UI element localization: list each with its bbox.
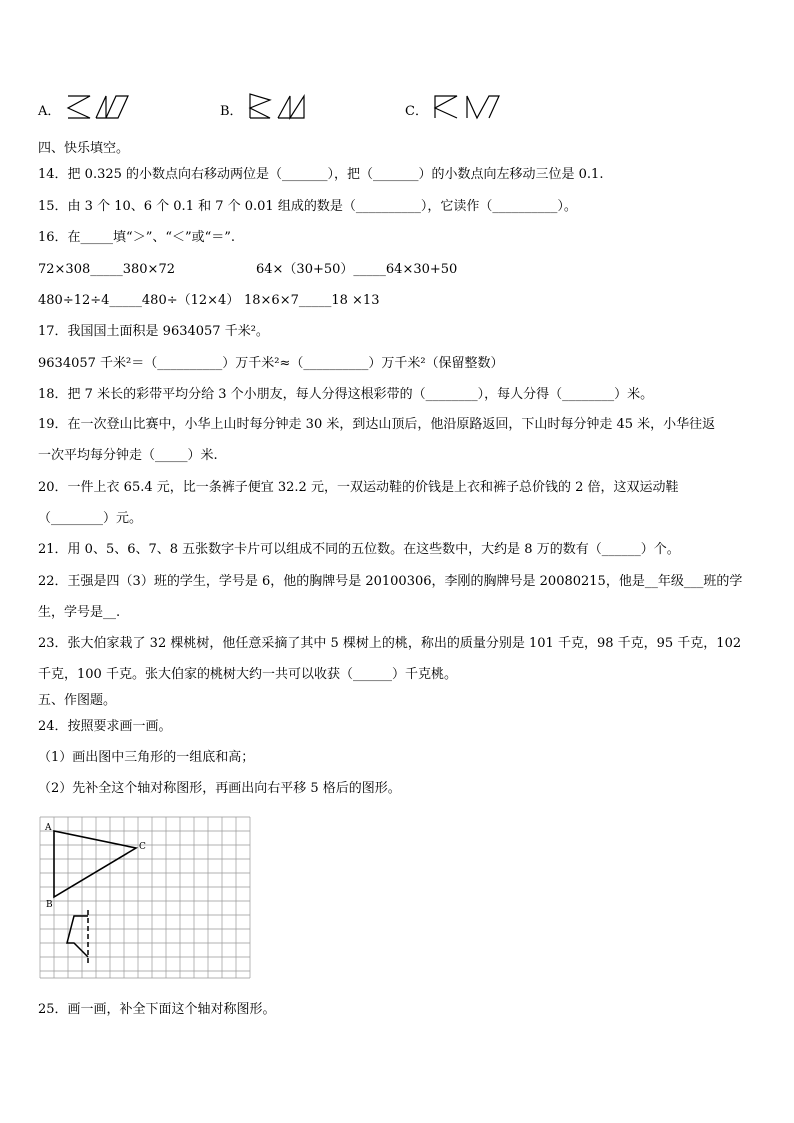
question-22-line2: 生，学号是__.	[38, 605, 121, 620]
question-16-row2-right: 18×6×7_____18 ×13	[244, 293, 380, 308]
question-20-line2: （________）元。	[38, 511, 143, 526]
option-a[interactable]	[38, 92, 148, 120]
option-b-figure	[242, 92, 322, 120]
question-15: 15．由 3 个 10、6 个 0.1 和 7 个 0.01 组成的数是（__________），它读作（__________）。	[38, 199, 577, 214]
section-4-title: 四、快乐填空。	[38, 141, 130, 156]
label-c: C	[139, 842, 146, 852]
question-17-sub: 9634057 千米²＝（__________）万千米²≈（__________）万千米²（保留整数）	[38, 356, 504, 371]
question-21: 21．用 0、5、6、7、8 五张数字卡片可以组成不同的五位数。在这些数中，大约是 8 万的数有（______）个。	[38, 542, 680, 557]
question-16-row2-left: 480÷12÷4_____480÷（12×4）	[38, 293, 240, 308]
option-b-label: B．	[220, 104, 243, 119]
question-24-sub1: （1）画出图中三角形的一组底和高；	[38, 750, 255, 765]
half-shape	[67, 916, 88, 957]
question-23-line2: 千克，100 千克。张大伯家的桃树大约一共可以收获（______）千克桃。	[38, 667, 457, 682]
question-14: 14．把 0.325 的小数点向右移动两位是（_______），把（_______）的小数点向左移动三位是 0.1.	[38, 167, 604, 182]
option-c-label: C．	[405, 104, 428, 119]
question-16: 16．在_____填“＞”、“＜”或“＝”.	[38, 230, 236, 245]
option-c-figure	[427, 92, 507, 120]
section-5-title: 五、作图题。	[38, 693, 117, 708]
question-24-sub2: （2）先补全这个轴对称图形，再画出向右平移 5 格后的图形。	[38, 781, 401, 796]
question-23-line1: 23．张大伯家栽了 32 棵桃树，他任意采摘了其中 5 棵树上的桃，称出的质量分别是 101 千克，98 千克，95 千克，102	[38, 636, 742, 651]
option-a-label: A．	[38, 104, 61, 119]
question-25: 25．画一画，补全下面这个轴对称图形。	[38, 1002, 276, 1017]
question-17: 17．我国国土面积是 9634057 千米²。	[38, 324, 269, 339]
option-b[interactable]	[220, 92, 330, 120]
label-a: A	[45, 823, 52, 833]
grid-svg	[38, 815, 258, 985]
question-22-line1: 22．王强是四（3）班的学生，学号是 6，他的胸牌号是 20100306，李刚的胸牌号是 20080215，他是__年级___班的学	[38, 574, 743, 589]
label-b: B	[46, 900, 53, 910]
question-16-row1-left: 72×308_____380×72	[38, 262, 175, 277]
grid-figure[interactable]	[38, 815, 258, 985]
option-a-figure	[60, 92, 140, 120]
option-c[interactable]	[405, 92, 515, 120]
question-19-line2: 一次平均每分钟走（_____）米.	[38, 448, 218, 463]
question-20-line1: 20．一件上衣 65.4 元，比一条裤子便宜 32.2 元，一双运动鞋的价钱是上衣和裤子总价钱的 2 倍，这双运动鞋	[38, 480, 679, 495]
question-24: 24．按照要求画一画。	[38, 719, 172, 734]
question-18: 18．把 7 米长的彩带平均分给 3 个小朋友，每人分得这根彩带的（________），每人分得（________）米。	[38, 387, 654, 402]
question-19-line1: 19．在一次登山比赛中，小华上山时每分钟走 30 米，到达山顶后，他沿原路返回，下山时每分钟走 45 米，小华往返	[38, 417, 716, 432]
question-16-row1-right: 64×（30+50）_____64×30+50	[256, 262, 458, 277]
